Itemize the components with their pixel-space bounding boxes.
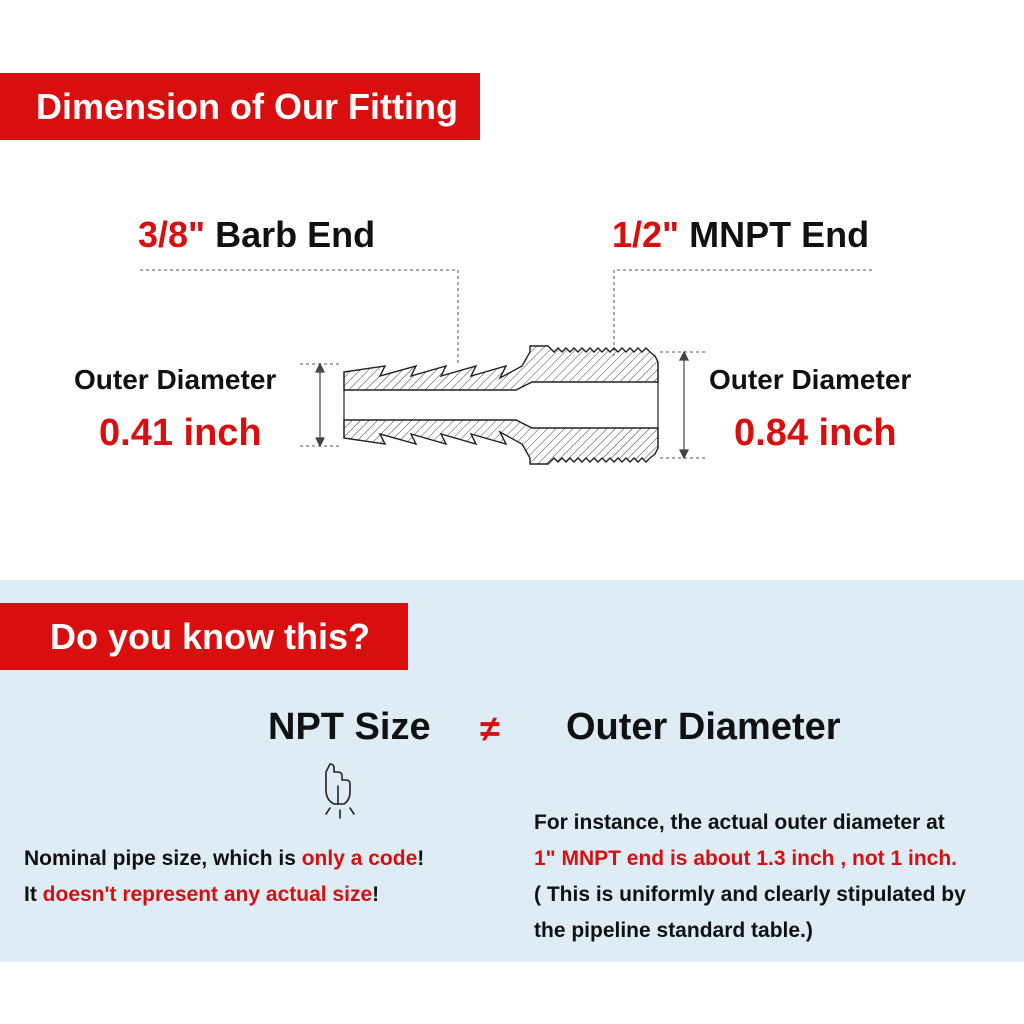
example-note-line4: the pipeline standard table.) [534,919,813,942]
section-title: Dimension of Our Fitting [36,85,458,127]
info-title-banner [0,603,408,670]
mnpt-end-label: 1/2" MNPT End [612,214,870,255]
example-note-line2: 1" MNPT end is about 1.3 inch , not 1 inch. [534,847,958,870]
right-od-value: 0.84 inch [734,412,897,454]
example-note-line3: ( This is uniformly and clearly stipulated by [534,883,966,906]
right-od-label: Outer Diameter [709,364,912,395]
example-note-line1: For instance, the actual outer diameter at [534,811,945,834]
nominal-size-note-line2: It doesn't represent any actual size! [24,883,380,906]
nominal-size-note-line1: Nominal pipe size, which is only a code! [24,847,425,870]
fitting-bottom-wall [344,420,658,464]
left-od-label: Outer Diameter [74,364,277,395]
not-equal-symbol: ≠ [480,708,500,749]
fitting-top-wall [344,346,658,390]
outer-diameter-label: Outer Diameter [566,706,841,748]
left-od-value: 0.41 inch [99,412,262,454]
info-title: Do you know this? [50,615,370,657]
npt-size-label: NPT Size [268,706,431,748]
barb-end-label: 3/8" Barb End [138,214,376,255]
